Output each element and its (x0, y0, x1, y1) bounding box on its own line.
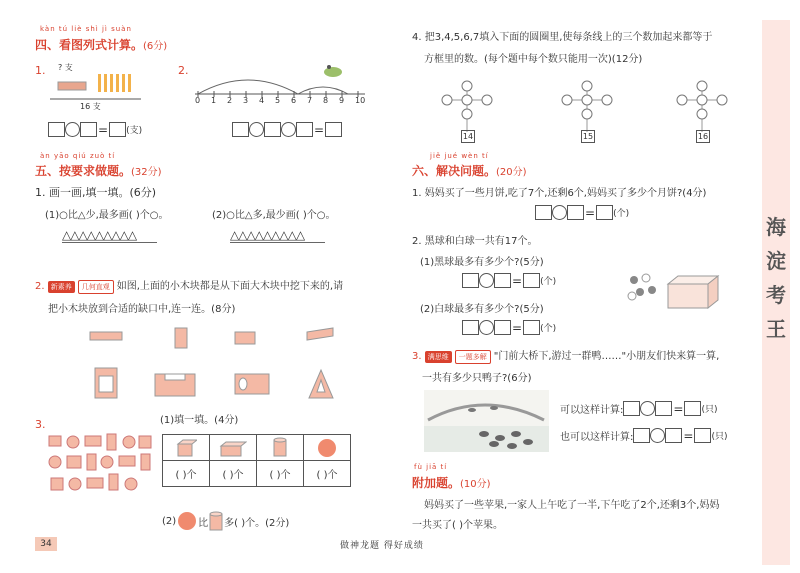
sec5-score: (32分) (131, 167, 162, 178)
brand-char: 淀 (766, 249, 786, 273)
sec5-q2-line1 (35, 277, 343, 294)
answer-box[interactable] (462, 320, 479, 335)
sec5-q2-text2: 把小木块放到合适的缺口中,连一连。(8分) (48, 304, 236, 315)
sec6-q2a: (1)黑球最多有多少个?(5分) (420, 257, 544, 268)
answer-box[interactable] (535, 205, 552, 220)
big-block-4 (309, 370, 333, 398)
count-cell-1[interactable]: ( )个 (163, 461, 210, 487)
brand-char: 海 (766, 215, 786, 239)
balls-box-figure (626, 272, 721, 312)
cylinder-icon (272, 437, 288, 459)
page-number: 34 (35, 537, 57, 551)
answer-box[interactable] (665, 428, 682, 443)
pencils-icon (48, 72, 143, 96)
sec6-q2b-equation: = (个) (462, 320, 556, 335)
sec4-q2-equation: = (232, 122, 342, 137)
brand-title (765, 210, 787, 346)
answer-box[interactable] (684, 401, 701, 416)
operator-circle[interactable] (479, 320, 494, 335)
pencils-bubble-label: ? 支 (58, 63, 73, 72)
sec6-score: (20分) (496, 167, 527, 178)
sec4-q1-equation: = (支) (48, 122, 142, 137)
sec6-q3-line1 (412, 347, 719, 364)
extra-title: 附加题。 (412, 476, 461, 490)
operator-circle[interactable] (640, 401, 655, 416)
draw-line-b[interactable] (230, 242, 325, 243)
big-block-1 (95, 368, 117, 398)
operator-circle[interactable] (479, 273, 494, 288)
sec4-pinyin: kàn tú liè shì jì suàn (40, 25, 132, 33)
target-box-2: 15 (582, 132, 594, 141)
cuboid-icon (219, 438, 247, 458)
tick-label: 9 (339, 96, 345, 105)
operator-circle[interactable] (281, 122, 296, 137)
cylinder-icon (208, 510, 224, 532)
answer-box[interactable] (523, 273, 540, 288)
answer-box[interactable] (633, 428, 650, 443)
bridge-ducks-illustration (424, 390, 549, 452)
answer-box[interactable] (694, 428, 711, 443)
sec6-heading (412, 162, 527, 179)
sec6-q3-text2: 一共有多少只鸭子?(6分) (422, 373, 532, 384)
cuboid-cell (210, 435, 257, 461)
number-flowers-figure (440, 80, 740, 136)
answer-box[interactable] (232, 122, 249, 137)
answer-box[interactable] (264, 122, 281, 137)
tag-geometry: 几何直观 (78, 280, 114, 294)
answer-box[interactable] (494, 273, 511, 288)
sec5-q3-compare (162, 510, 289, 532)
operator-circle[interactable] (552, 205, 567, 220)
extra-text1: 妈妈买了一些苹果,一家人上午吃了一半,下午吃了2个,还剩3个,妈妈 (424, 500, 720, 511)
extra-score: (10分) (460, 479, 491, 490)
sec5-title: 五、按要求做题。 (35, 164, 132, 178)
tick-label: 0 (195, 96, 201, 105)
sec4-q1-num: 1. (35, 64, 46, 77)
sec5-heading (35, 162, 162, 179)
number-line-ticks (190, 96, 370, 108)
sec5-q3-num: 3. (35, 418, 46, 431)
sphere-cell (304, 435, 351, 461)
sec6-q3-text1: "门前大桥下,游过一群鸭……"小朋友们快来算一算, (493, 351, 720, 362)
small-block-2 (175, 328, 187, 348)
tick-label: 2 (227, 96, 233, 105)
extra-text2: 一共买了( )个苹果。 (412, 520, 503, 531)
sec5-q1-title: 1. 画一画,填一填。(6分) (35, 186, 157, 199)
tick-label: 6 (291, 96, 297, 105)
operator-circle[interactable] (65, 122, 80, 137)
unit-label: (只) (711, 432, 728, 442)
unit-label: (个) (540, 324, 557, 334)
unit-label: (支) (126, 126, 143, 136)
sec5-q3-sub: (1)填一填。(4分) (160, 415, 239, 426)
sphere-icon (316, 437, 338, 459)
page-footer: 做神龙题 得好成绩 (340, 541, 424, 551)
sec6-q3-way2: 也可以这样计算: = (只) (560, 428, 728, 443)
answer-box[interactable] (655, 401, 672, 416)
answer-box[interactable] (325, 122, 342, 137)
sphere-icon (176, 510, 198, 532)
sec4-heading (35, 36, 167, 53)
sec4-score: (6分) (143, 41, 168, 52)
shapes-pile-figure (45, 432, 155, 502)
tag-thinking: 满思维 (425, 351, 452, 363)
sec6-title: 六、解决问题。 (412, 164, 497, 178)
answer-box[interactable] (623, 401, 640, 416)
big-block-2 (155, 374, 195, 396)
tick-label: 5 (275, 96, 281, 105)
flower-3 (677, 81, 727, 132)
tick-label: 4 (259, 96, 265, 105)
tag-multi-solution: 一题多解 (455, 350, 491, 364)
tick-label: 7 (307, 96, 313, 105)
sec5-q2-text1: 如图,上面的小木块都是从下面大木块中挖下来的,请 (116, 281, 344, 292)
way2-label: 也可以这样计算: (560, 432, 634, 443)
sec5-q1b: (2)○比△多,最少画( )个○。 (212, 210, 336, 221)
sec6-q2a-equation: = (个) (462, 273, 556, 288)
cylinder-cell (257, 435, 304, 461)
count-cell-3[interactable]: ( )个 (257, 461, 304, 487)
triangles-row-a: △△△△△△△△△ (62, 228, 137, 242)
operator-circle[interactable] (650, 428, 665, 443)
brand-char: 王 (766, 317, 786, 341)
answer-box[interactable] (80, 122, 97, 137)
pencils-figure (48, 58, 143, 113)
operator-circle[interactable] (249, 122, 264, 137)
count-cell-4[interactable]: ( )个 (304, 461, 351, 487)
small-block-4 (307, 328, 333, 340)
answer-box[interactable] (596, 205, 613, 220)
compare-post: 多( )个。(2分) (224, 517, 290, 529)
big-block-3 (235, 374, 269, 394)
way1-label: 可以这样计算: (560, 405, 624, 416)
sec5-pinyin: àn yāo qiú zuò tí (40, 152, 116, 160)
sec6-q2: 2. 黑球和白球一共有17个。 (412, 236, 538, 247)
small-block-3 (235, 332, 255, 344)
compare-prefix: (2) (162, 515, 177, 527)
brand-char: 考 (766, 283, 786, 307)
count-cell-2[interactable]: ( )个 (210, 461, 257, 487)
small-block-1 (90, 332, 122, 340)
sec5-q1a: (1)○比△少,最多画( )个○。 (45, 210, 169, 221)
answer-box[interactable] (462, 273, 479, 288)
extra-pinyin: fù jiā tí (414, 463, 448, 471)
q4-text2: 方框里的数。(每个题中每个数只能用一次)(12分) (424, 54, 643, 65)
draw-line-a[interactable] (62, 242, 157, 243)
wood-blocks-figure (85, 322, 355, 402)
tick-label: 1 (211, 96, 217, 105)
answer-box[interactable] (109, 122, 126, 137)
frog-icon (322, 62, 344, 78)
sec4-q2-num: 2. (178, 64, 189, 77)
answer-box[interactable] (494, 320, 511, 335)
tick-label: 10 (355, 96, 366, 105)
answer-box[interactable] (296, 122, 313, 137)
sec6-q1: 1. 妈妈买了一些月饼,吃了7个,还剩6个,妈妈买了多少个月饼?(4分) (412, 188, 707, 199)
unit-label: (个) (540, 277, 557, 287)
sec6-q2b: (2)白球最多有多少个?(5分) (420, 304, 544, 315)
sec6-q3-way1: 可以这样计算: = (只) (560, 401, 718, 416)
q4-text1: 4. 把3,4,5,6,7填入下面的圆圈里,使每条线上的三个数加起来都等于 (412, 32, 713, 43)
cube-cell (163, 435, 210, 461)
sec6-pinyin: jiě jué wèn tí (430, 152, 489, 160)
answer-box[interactable] (48, 122, 65, 137)
sec6-q3-num: 3. (412, 351, 422, 362)
sec4-title: 四、看图列式计算。 (35, 38, 144, 52)
sec5-q2-num: 2. (35, 281, 45, 292)
compare-mid: 比 (198, 517, 209, 529)
tag-new-literacy: 新素养 (48, 281, 75, 293)
tick-label: 8 (323, 96, 329, 105)
pencils-total-label: 16 支 (80, 102, 101, 111)
unit-label: (个) (613, 209, 630, 219)
flower-2 (562, 81, 612, 132)
flower-1 (442, 81, 492, 132)
answer-box[interactable] (523, 320, 540, 335)
triangles-row-b: △△△△△△△△△ (230, 228, 305, 242)
unit-label: (只) (701, 405, 718, 415)
answer-box[interactable] (567, 205, 584, 220)
sec6-q1-equation: = (个) (535, 205, 629, 220)
target-box-3: 16 (697, 132, 709, 141)
cube-icon (175, 438, 197, 458)
target-box-1: 14 (462, 132, 474, 141)
extra-heading (412, 474, 491, 491)
count-table (162, 434, 351, 487)
tick-label: 3 (243, 96, 249, 105)
